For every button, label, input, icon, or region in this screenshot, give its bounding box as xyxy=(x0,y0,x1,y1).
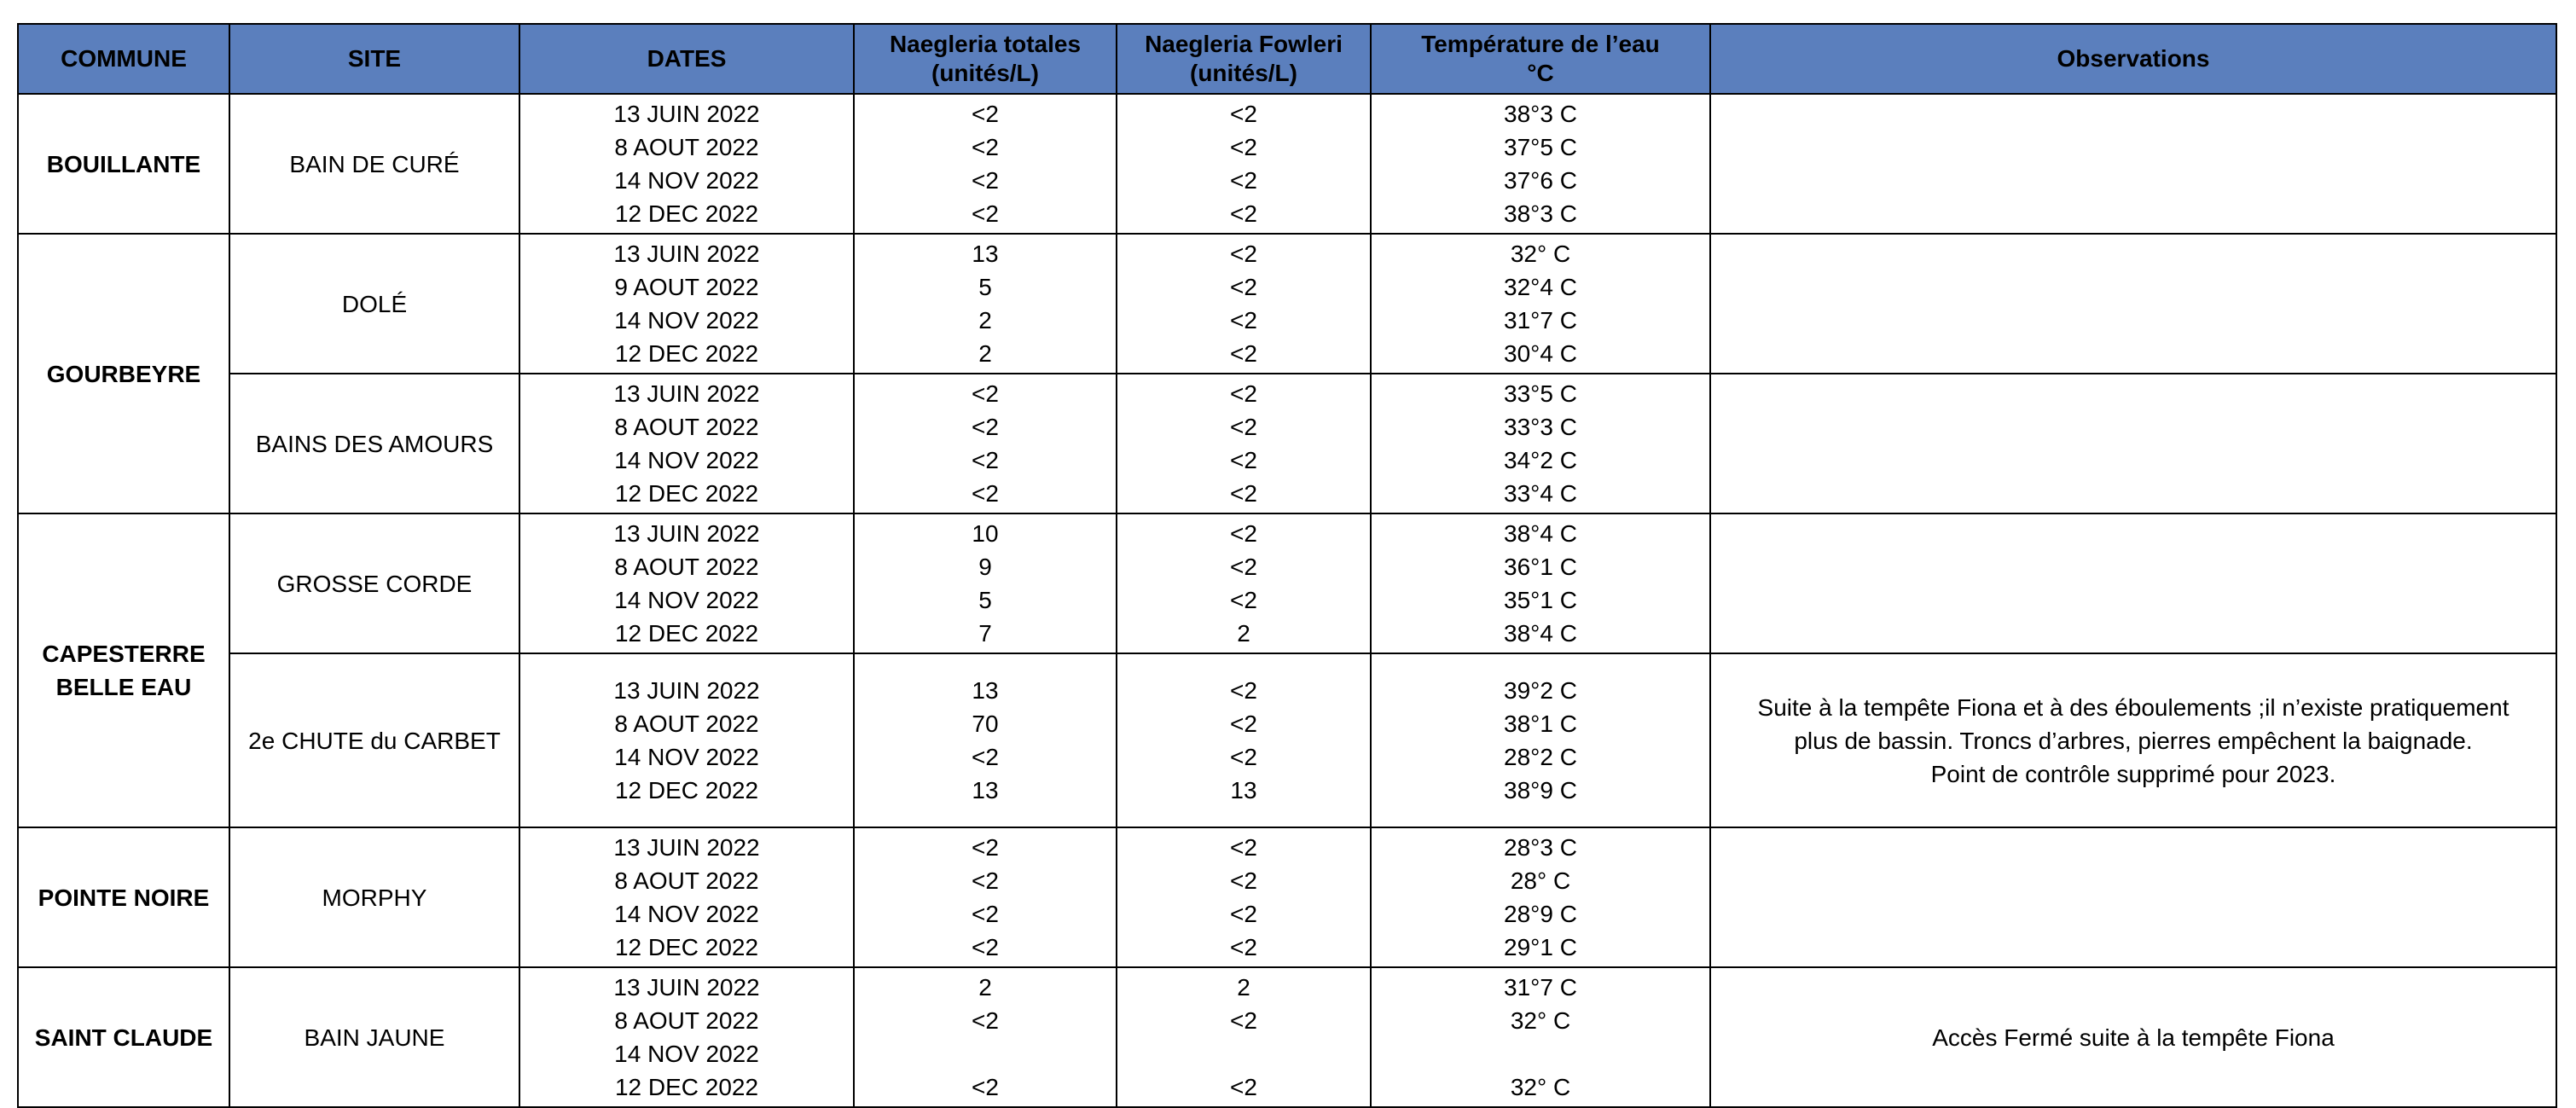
header-naegleria-totales-line1: Naegleria totales xyxy=(889,31,1082,57)
temperature-cell-stack xyxy=(1372,674,1709,807)
header-dates: DATES xyxy=(519,24,854,94)
dates-cell-value: 12 DEC 2022 xyxy=(614,1074,759,1100)
site-name: BAIN JAUNE xyxy=(304,1024,445,1051)
dates-cell-value: 9 AOUT 2022 xyxy=(614,274,759,300)
temperature-cell-value: 31°7 C xyxy=(1504,307,1577,334)
naegleria-totales-cell-value: <2 xyxy=(972,744,999,770)
site-name: MORPHY xyxy=(322,884,427,911)
dates-cell xyxy=(519,827,854,967)
header-naegleria-fowleri xyxy=(1117,24,1371,94)
temperature-cell-value: 29°1 C xyxy=(1504,934,1577,960)
header-temperature-line2: °C xyxy=(1527,60,1554,86)
temperature-cell-stack xyxy=(1372,377,1709,510)
naegleria-totales-cell-value: 13 xyxy=(972,677,999,704)
naegleria-fowleri-cell-value: 2 xyxy=(1237,620,1250,647)
commune-cell xyxy=(18,967,229,1107)
naegleria-fowleri-cell-stack xyxy=(1117,674,1370,807)
observations-cell xyxy=(1710,827,2556,967)
naegleria-fowleri-cell-stack xyxy=(1117,377,1370,510)
dates-cell-stack xyxy=(520,97,853,230)
naegleria-fowleri-cell-stack xyxy=(1117,97,1370,230)
commune-name: BELLE EAU xyxy=(55,674,192,700)
temperature-cell-value: 38°1 C xyxy=(1504,711,1577,737)
commune-name: SAINT CLAUDE xyxy=(34,1024,213,1051)
dates-cell-stack xyxy=(520,517,853,650)
temperature-cell xyxy=(1371,513,1710,653)
temperature-cell xyxy=(1371,967,1710,1107)
site-cell xyxy=(229,94,519,234)
naegleria-totales-cell-value: 2 xyxy=(978,307,992,334)
naegleria-totales-cell-stack xyxy=(855,971,1116,1104)
site-cell xyxy=(229,374,519,513)
dates-cell-value: 13 JUIN 2022 xyxy=(613,834,760,861)
dates-cell-stack xyxy=(520,237,853,370)
header-naegleria-fowleri-line1: Naegleria Fowleri xyxy=(1145,31,1343,57)
naegleria-totales-cell-value: <2 xyxy=(972,834,999,861)
temperature-cell-value: 32° C xyxy=(1510,1007,1571,1034)
naegleria-totales-cell-value: <2 xyxy=(972,380,999,407)
naegleria-fowleri-cell-value: <2 xyxy=(1230,134,1257,160)
temperature-cell-value: 32° C xyxy=(1510,241,1571,267)
dates-cell-value: 13 JUIN 2022 xyxy=(613,974,760,1001)
dates-cell xyxy=(519,94,854,234)
naegleria-totales-cell-value: <2 xyxy=(972,901,999,927)
naegleria-totales-cell-stack xyxy=(855,517,1116,650)
temperature-cell-value: 34°2 C xyxy=(1504,447,1577,473)
naegleria-totales-cell-value: 70 xyxy=(972,711,999,737)
commune-name: POINTE NOIRE xyxy=(38,884,210,911)
naegleria-totales-cell xyxy=(854,967,1117,1107)
naegleria-totales-cell-value: 13 xyxy=(972,777,999,803)
naegleria-fowleri-cell-value: <2 xyxy=(1230,480,1257,507)
naegleria-fowleri-cell-value: <2 xyxy=(1230,934,1257,960)
temperature-cell-value: 37°5 C xyxy=(1504,134,1577,160)
naegleria-totales-cell-value: <2 xyxy=(972,167,999,194)
naegleria-fowleri-cell-value: 13 xyxy=(1230,777,1257,803)
header-site: SITE xyxy=(229,24,519,94)
naegleria-totales-cell-stack xyxy=(855,97,1116,230)
table-row xyxy=(18,967,2556,1107)
dates-cell-value: 13 JUIN 2022 xyxy=(613,101,760,127)
naegleria-fowleri-cell-value: <2 xyxy=(1230,901,1257,927)
naegleria-fowleri-cell xyxy=(1117,513,1371,653)
naegleria-totales-cell-value: <2 xyxy=(972,101,999,127)
naegleria-fowleri-cell-value xyxy=(1117,1037,1370,1070)
table-header xyxy=(18,24,2556,94)
header-temperature xyxy=(1371,24,1710,94)
header-temperature-line1: Température de l’eau xyxy=(1421,31,1660,57)
temperature-cell-value: 33°3 C xyxy=(1504,414,1577,440)
temperature-cell-value: 38°9 C xyxy=(1504,777,1577,803)
naegleria-totales-cell xyxy=(854,827,1117,967)
dates-cell-value: 14 NOV 2022 xyxy=(614,587,759,613)
header-commune: COMMUNE xyxy=(18,24,229,94)
temperature-cell-value: 33°5 C xyxy=(1504,380,1577,407)
naegleria-fowleri-cell-value: <2 xyxy=(1230,834,1257,861)
naegleria-fowleri-cell xyxy=(1117,653,1371,827)
naegleria-fowleri-cell-value: <2 xyxy=(1230,677,1257,704)
site-cell xyxy=(229,513,519,653)
temperature-cell-value: 31°7 C xyxy=(1504,974,1577,1001)
dates-cell-stack xyxy=(520,831,853,964)
naegleria-totales-cell-stack xyxy=(855,831,1116,964)
dates-cell xyxy=(519,653,854,827)
temperature-cell-value: 28° C xyxy=(1510,867,1571,894)
commune-cell xyxy=(18,513,229,827)
dates-cell xyxy=(519,374,854,513)
naegleria-totales-cell-value: <2 xyxy=(972,1074,999,1100)
site-cell xyxy=(229,967,519,1107)
dates-cell-value: 13 JUIN 2022 xyxy=(613,520,760,547)
naegleria-totales-cell-value: 7 xyxy=(978,620,992,647)
dates-cell-value: 14 NOV 2022 xyxy=(614,307,759,334)
dates-cell-value: 14 NOV 2022 xyxy=(614,167,759,194)
temperature-cell-stack xyxy=(1372,237,1709,370)
temperature-cell-stack xyxy=(1372,831,1709,964)
naegleria-totales-cell-stack xyxy=(855,237,1116,370)
table-row xyxy=(18,827,2556,967)
observation-line: plus de bassin. Troncs d’arbres, pierres empêchent la baignade. xyxy=(1794,727,2473,754)
naegleria-totales-cell-value: 2 xyxy=(978,340,992,367)
naegleria-fowleri-cell-value: <2 xyxy=(1230,241,1257,267)
naegleria-fowleri-cell-value: 2 xyxy=(1237,974,1250,1001)
dates-cell-value: 12 DEC 2022 xyxy=(614,620,759,647)
naegleria-fowleri-cell-stack xyxy=(1117,237,1370,370)
table-row xyxy=(18,94,2556,234)
dates-cell-stack xyxy=(520,377,853,510)
naegleria-totales-cell-value: 9 xyxy=(978,554,992,580)
site-cell xyxy=(229,234,519,374)
dates-cell-value: 14 NOV 2022 xyxy=(614,901,759,927)
naegleria-totales-cell-value: <2 xyxy=(972,200,999,227)
table-row xyxy=(18,374,2556,513)
naegleria-fowleri-cell-stack xyxy=(1117,971,1370,1104)
naegleria-totales-cell-value: 13 xyxy=(972,241,999,267)
temperature-cell-stack xyxy=(1372,971,1709,1104)
naegleria-fowleri-cell-value: <2 xyxy=(1230,447,1257,473)
header-observations: Observations xyxy=(1710,24,2556,94)
table-row xyxy=(18,234,2556,374)
temperature-cell-value: 39°2 C xyxy=(1504,677,1577,704)
naegleria-totales-cell-value: 5 xyxy=(978,587,992,613)
header-naegleria-fowleri-line2: (unités/L) xyxy=(1190,60,1297,86)
temperature-cell xyxy=(1371,374,1710,513)
observations-cell xyxy=(1710,94,2556,234)
naegleria-totales-cell-value: 2 xyxy=(978,974,992,1001)
temperature-cell-value: 33°4 C xyxy=(1504,480,1577,507)
site-cell xyxy=(229,653,519,827)
temperature-cell-value: 28°2 C xyxy=(1504,744,1577,770)
naegleria-fowleri-cell-value: <2 xyxy=(1230,1074,1257,1100)
temperature-cell-stack xyxy=(1372,97,1709,230)
naegleria-fowleri-cell-value: <2 xyxy=(1230,1007,1257,1034)
naegleria-totales-cell-value: 5 xyxy=(978,274,992,300)
temperature-cell xyxy=(1371,234,1710,374)
observations-cell xyxy=(1710,234,2556,374)
dates-cell-value: 8 AOUT 2022 xyxy=(614,711,759,737)
dates-cell-value: 8 AOUT 2022 xyxy=(614,134,759,160)
dates-cell-value: 8 AOUT 2022 xyxy=(614,414,759,440)
naegleria-totales-cell-value: <2 xyxy=(972,1007,999,1034)
naegleria-fowleri-cell-value: <2 xyxy=(1230,340,1257,367)
dates-cell-value: 14 NOV 2022 xyxy=(614,744,759,770)
naegleria-totales-cell-value: <2 xyxy=(972,480,999,507)
naegleria-fowleri-cell xyxy=(1117,374,1371,513)
temperature-cell xyxy=(1371,653,1710,827)
dates-cell-value: 13 JUIN 2022 xyxy=(613,677,760,704)
naegleria-results-table xyxy=(17,23,2557,1108)
commune-cell xyxy=(18,827,229,967)
table-row xyxy=(18,653,2556,827)
commune-name: GOURBEYRE xyxy=(46,360,201,387)
temperature-cell-value: 35°1 C xyxy=(1504,587,1577,613)
dates-cell-stack xyxy=(520,971,853,1104)
temperature-cell-value: 30°4 C xyxy=(1504,340,1577,367)
naegleria-totales-cell-value: <2 xyxy=(972,414,999,440)
temperature-cell-value xyxy=(1372,1037,1709,1070)
temperature-cell-value: 38°4 C xyxy=(1504,620,1577,647)
temperature-cell-value: 28°3 C xyxy=(1504,834,1577,861)
site-cell xyxy=(229,827,519,967)
naegleria-totales-cell-value: <2 xyxy=(972,447,999,473)
dates-cell-value: 12 DEC 2022 xyxy=(614,934,759,960)
naegleria-fowleri-cell-value: <2 xyxy=(1230,101,1257,127)
naegleria-fowleri-cell-value: <2 xyxy=(1230,414,1257,440)
temperature-cell-value: 28°9 C xyxy=(1504,901,1577,927)
naegleria-totales-cell xyxy=(854,94,1117,234)
naegleria-totales-cell xyxy=(854,513,1117,653)
naegleria-fowleri-cell xyxy=(1117,94,1371,234)
naegleria-fowleri-cell-stack xyxy=(1117,831,1370,964)
naegleria-totales-cell-value: <2 xyxy=(972,867,999,894)
naegleria-totales-cell-value: 10 xyxy=(972,520,999,547)
observations-cell xyxy=(1710,653,2556,827)
site-name: BAINS DES AMOURS xyxy=(255,430,494,457)
dates-cell-value: 8 AOUT 2022 xyxy=(614,1007,759,1034)
temperature-cell-value: 37°6 C xyxy=(1504,167,1577,194)
temperature-cell-stack xyxy=(1372,517,1709,650)
temperature-cell-value: 38°3 C xyxy=(1504,200,1577,227)
naegleria-fowleri-cell-value: <2 xyxy=(1230,711,1257,737)
table-body xyxy=(18,94,2556,1107)
dates-cell xyxy=(519,967,854,1107)
dates-cell-value: 14 NOV 2022 xyxy=(614,447,759,473)
commune-name: BOUILLANTE xyxy=(46,150,201,177)
commune-name: CAPESTERRE xyxy=(42,641,206,667)
header-naegleria-totales-line2: (unités/L) xyxy=(931,60,1039,86)
observation-line: Accès Fermé suite à la tempête Fiona xyxy=(1932,1024,2335,1051)
dates-cell-value: 12 DEC 2022 xyxy=(614,340,759,367)
dates-cell-value: 12 DEC 2022 xyxy=(614,200,759,227)
temperature-cell-value: 38°4 C xyxy=(1504,520,1577,547)
naegleria-fowleri-cell-value: <2 xyxy=(1230,380,1257,407)
naegleria-totales-cell xyxy=(854,653,1117,827)
header-naegleria-totales xyxy=(854,24,1117,94)
header-row xyxy=(18,24,2556,94)
naegleria-fowleri-cell-stack xyxy=(1117,517,1370,650)
observation-line: Point de contrôle supprimé pour 2023. xyxy=(1930,760,2336,787)
observation-line: Suite à la tempête Fiona et à des éboulements ;il n’existe pratiquement xyxy=(1757,693,2509,721)
dates-cell-stack xyxy=(520,674,853,807)
dates-cell-value: 8 AOUT 2022 xyxy=(614,554,759,580)
naegleria-fowleri-cell xyxy=(1117,827,1371,967)
naegleria-fowleri-cell-value: <2 xyxy=(1230,274,1257,300)
temperature-cell xyxy=(1371,827,1710,967)
naegleria-totales-cell-value: <2 xyxy=(972,134,999,160)
naegleria-totales-cell-stack xyxy=(855,674,1116,807)
temperature-cell-value: 32° C xyxy=(1510,1074,1571,1100)
site-name: 2e CHUTE du CARBET xyxy=(248,727,501,754)
naegleria-fowleri-cell-value: <2 xyxy=(1230,867,1257,894)
observations-cell xyxy=(1710,513,2556,653)
dates-cell-value: 12 DEC 2022 xyxy=(614,777,759,803)
site-name: BAIN DE CURÉ xyxy=(289,150,460,177)
naegleria-fowleri-cell-value: <2 xyxy=(1230,554,1257,580)
naegleria-totales-cell-value xyxy=(855,1037,1116,1070)
site-name: DOLÉ xyxy=(341,290,408,317)
naegleria-fowleri-cell-value: <2 xyxy=(1230,167,1257,194)
naegleria-fowleri-cell-value: <2 xyxy=(1230,587,1257,613)
naegleria-totales-cell-value: <2 xyxy=(972,934,999,960)
naegleria-fowleri-cell-value: <2 xyxy=(1230,744,1257,770)
site-name: GROSSE CORDE xyxy=(276,570,473,597)
naegleria-totales-cell xyxy=(854,234,1117,374)
naegleria-fowleri-cell-value: <2 xyxy=(1230,520,1257,547)
temperature-cell-value: 36°1 C xyxy=(1504,554,1577,580)
naegleria-fowleri-cell-value: <2 xyxy=(1230,307,1257,334)
dates-cell-value: 12 DEC 2022 xyxy=(614,480,759,507)
commune-cell xyxy=(18,234,229,513)
observations-cell xyxy=(1710,967,2556,1107)
naegleria-totales-cell-stack xyxy=(855,377,1116,510)
naegleria-fowleri-cell xyxy=(1117,967,1371,1107)
dates-cell-value: 14 NOV 2022 xyxy=(614,1041,759,1067)
naegleria-totales-cell xyxy=(854,374,1117,513)
dates-cell-value: 8 AOUT 2022 xyxy=(614,867,759,894)
temperature-cell xyxy=(1371,94,1710,234)
naegleria-fowleri-cell-value: <2 xyxy=(1230,200,1257,227)
table-row xyxy=(18,513,2556,653)
dates-cell xyxy=(519,234,854,374)
dates-cell xyxy=(519,513,854,653)
dates-cell-value: 13 JUIN 2022 xyxy=(613,241,760,267)
naegleria-fowleri-cell xyxy=(1117,234,1371,374)
temperature-cell-value: 32°4 C xyxy=(1504,274,1577,300)
observations-cell xyxy=(1710,374,2556,513)
dates-cell-value: 13 JUIN 2022 xyxy=(613,380,760,407)
commune-cell xyxy=(18,94,229,234)
temperature-cell-value: 38°3 C xyxy=(1504,101,1577,127)
